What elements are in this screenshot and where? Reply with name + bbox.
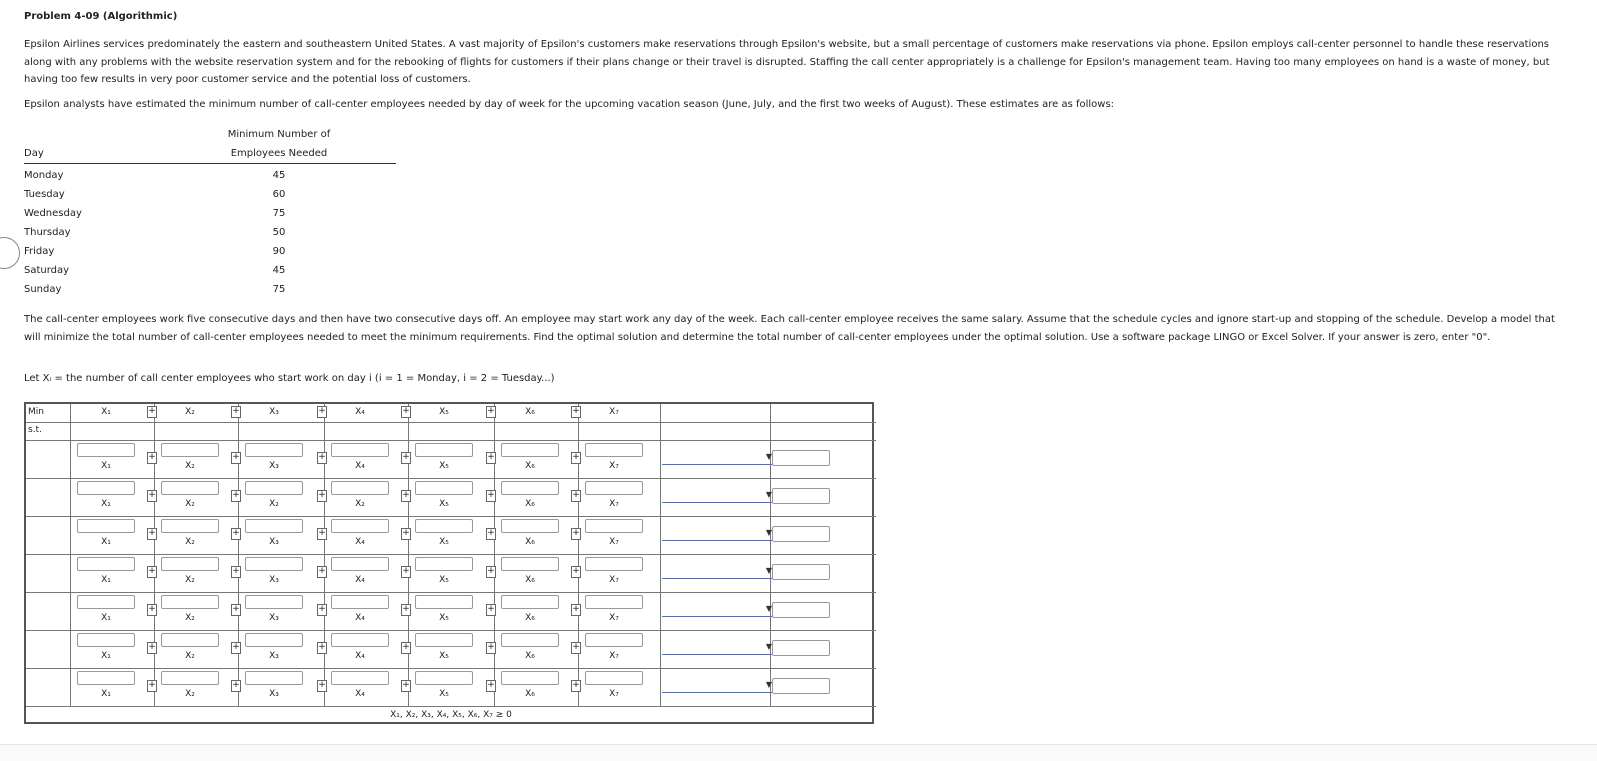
constraint-var: X₁ <box>101 499 111 509</box>
constraint-var: X₁ <box>101 689 111 699</box>
objective-var: X₇ <box>609 407 619 417</box>
constraint-var: X₅ <box>439 575 449 585</box>
coefficient-input[interactable] <box>501 443 559 457</box>
plus-sign: + <box>318 642 326 652</box>
grid-row-divider <box>26 668 876 669</box>
constraint-var: X₂ <box>185 689 195 699</box>
plus-sign: + <box>487 490 495 500</box>
coefficient-input[interactable] <box>77 595 135 609</box>
plus-sign: + <box>232 452 240 462</box>
constraint-var: X₆ <box>525 651 535 661</box>
variable-definition: Let Xᵢ = the number of call center employees who start work on day i (i = 1 = Monday, i = 2 = Tuesday...) <box>24 373 555 384</box>
constraint-var: X₇ <box>609 461 619 471</box>
coefficient-input[interactable] <box>585 443 643 457</box>
chevron-down-icon: ▼ <box>765 680 772 689</box>
constraint-var: X₅ <box>439 499 449 509</box>
coefficient-input[interactable] <box>161 519 219 533</box>
coefficient-input[interactable] <box>245 671 303 685</box>
coefficient-input[interactable] <box>585 557 643 571</box>
constraint-var: X₇ <box>609 537 619 547</box>
req-row <box>24 189 396 208</box>
constraint-var: X₅ <box>439 651 449 661</box>
plus-sign: + <box>402 528 410 538</box>
coefficient-input[interactable] <box>245 595 303 609</box>
inequality-dropdown[interactable] <box>662 488 772 503</box>
req-row <box>24 265 396 284</box>
req-row <box>24 284 396 303</box>
coefficient-input[interactable] <box>501 481 559 495</box>
coefficient-input[interactable] <box>77 633 135 647</box>
grid-col-divider <box>494 404 495 707</box>
grid-row-divider <box>26 478 876 479</box>
constraint-var: X₆ <box>525 461 535 471</box>
grid-col-divider <box>238 404 239 707</box>
coefficient-input[interactable] <box>161 443 219 457</box>
coefficient-input[interactable] <box>331 443 389 457</box>
plus-sign: + <box>402 680 410 690</box>
plus-sign: + <box>318 528 326 538</box>
req-row <box>24 208 396 227</box>
req-header-line2: Employees Needed <box>230 148 328 159</box>
grid-row-divider <box>26 706 876 707</box>
coefficient-input[interactable] <box>415 443 473 457</box>
plus-sign: + <box>487 566 495 576</box>
constraint-var: X₄ <box>355 651 365 661</box>
inequality-dropdown[interactable] <box>662 678 772 693</box>
constraint-var: X₂ <box>355 499 365 509</box>
constraint-var: X₁ <box>101 537 111 547</box>
constraint-var: X₇ <box>609 613 619 623</box>
req-day: Wednesday <box>24 208 82 219</box>
req-day: Friday <box>24 246 55 257</box>
objective-var: X₁ <box>101 407 111 417</box>
coefficient-input[interactable] <box>77 519 135 533</box>
coefficient-input[interactable] <box>585 595 643 609</box>
coefficient-input[interactable] <box>501 633 559 647</box>
plus-sign: + <box>148 642 156 652</box>
estimates-paragraph: Epsilon analysts have estimated the minimum number of call-center employees needed by day of week for the upcoming vacation season (June, July, and the first two weeks of August). These estimates are as follows: <box>24 99 1115 110</box>
grid-row-divider <box>26 422 876 423</box>
req-value: 75 <box>272 284 286 295</box>
constraint-var: X₂ <box>185 461 195 471</box>
coefficient-input[interactable] <box>415 633 473 647</box>
plus-sign: + <box>318 566 326 576</box>
coefficient-input[interactable] <box>501 557 559 571</box>
req-value: 90 <box>272 246 286 257</box>
coefficient-input[interactable] <box>161 481 219 495</box>
constraint-var: X₁ <box>101 575 111 585</box>
req-day: Monday <box>24 170 64 181</box>
plus-sign: + <box>402 490 410 500</box>
coefficient-input[interactable] <box>161 671 219 685</box>
inequality-dropdown[interactable] <box>662 526 772 541</box>
coefficient-input[interactable] <box>415 671 473 685</box>
grid-row-divider <box>26 554 876 555</box>
rhs-input[interactable] <box>772 526 830 542</box>
coefficient-input[interactable] <box>245 557 303 571</box>
constraint-var: X₃ <box>269 575 279 585</box>
plus-sign: + <box>148 680 156 690</box>
plus-sign: + <box>232 406 240 416</box>
constraint-var: X₁ <box>101 613 111 623</box>
plus-sign: + <box>572 490 580 500</box>
coefficient-input[interactable] <box>331 671 389 685</box>
constraint-var: X₂ <box>185 651 195 661</box>
constraint-var: X₃ <box>269 689 279 699</box>
constraint-var: X₄ <box>355 613 365 623</box>
coefficient-input[interactable] <box>585 671 643 685</box>
plus-sign: + <box>148 452 156 462</box>
constraint-var: X₃ <box>269 613 279 623</box>
constraint-var: X₇ <box>609 689 619 699</box>
req-value: 75 <box>272 208 286 219</box>
plus-sign: + <box>318 680 326 690</box>
req-row <box>24 227 396 246</box>
constraint-var: X₂ <box>185 499 195 509</box>
plus-sign: + <box>402 642 410 652</box>
coefficient-input[interactable] <box>245 633 303 647</box>
plus-sign: + <box>232 604 240 614</box>
chevron-down-icon: ▼ <box>765 528 772 537</box>
req-header-day: Day <box>24 148 44 159</box>
coefficient-input[interactable] <box>331 595 389 609</box>
coefficient-input[interactable] <box>501 595 559 609</box>
req-day: Sunday <box>24 284 62 295</box>
req-day: Thursday <box>24 227 71 238</box>
req-value: 45 <box>272 170 286 181</box>
plus-sign: + <box>318 490 326 500</box>
req-day: Saturday <box>24 265 70 276</box>
constraint-var: X₄ <box>355 575 365 585</box>
plus-sign: + <box>148 604 156 614</box>
req-value: 60 <box>272 189 286 200</box>
constraint-var: X₁ <box>101 651 111 661</box>
grid-col-divider <box>408 404 409 707</box>
constraint-var: X₅ <box>439 613 449 623</box>
rhs-input[interactable] <box>772 488 830 504</box>
inequality-dropdown[interactable] <box>662 640 772 655</box>
plus-sign: + <box>148 566 156 576</box>
req-row <box>24 246 396 265</box>
constraint-var: X₄ <box>355 537 365 547</box>
constraint-var: X₅ <box>439 537 449 547</box>
req-header-rule <box>24 163 396 164</box>
plus-sign: + <box>572 528 580 538</box>
constraint-var: X₂ <box>185 537 195 547</box>
plus-sign: + <box>232 680 240 690</box>
constraint-var: X₃ <box>269 651 279 661</box>
constraint-var: X₆ <box>525 499 535 509</box>
objective-var: X₅ <box>439 407 449 417</box>
constraint-var: X₆ <box>525 537 535 547</box>
grid-col-divider <box>578 404 579 707</box>
coefficient-input[interactable] <box>331 519 389 533</box>
req-value: 50 <box>272 227 286 238</box>
problem-title: Problem 4-09 (Algorithmic) <box>24 11 178 22</box>
coefficient-input[interactable] <box>161 633 219 647</box>
plus-sign: + <box>487 680 495 690</box>
coefficient-input[interactable] <box>415 481 473 495</box>
rhs-input[interactable] <box>772 602 830 618</box>
plus-sign: + <box>487 642 495 652</box>
constraint-var: X₅ <box>439 461 449 471</box>
objective-var: X₆ <box>525 407 535 417</box>
objective-var: X₄ <box>355 407 365 417</box>
req-day: Tuesday <box>24 189 65 200</box>
coefficient-input[interactable] <box>331 481 389 495</box>
min-label: Min <box>28 407 44 417</box>
plus-sign: + <box>572 452 580 462</box>
grid-row-divider <box>26 440 876 441</box>
constraint-var: X₂ <box>269 499 279 509</box>
constraint-var: X₃ <box>269 461 279 471</box>
coefficient-input[interactable] <box>585 633 643 647</box>
inequality-dropdown[interactable] <box>662 564 772 579</box>
coefficient-input[interactable] <box>245 443 303 457</box>
coefficient-input[interactable] <box>77 557 135 571</box>
plus-sign: + <box>318 604 326 614</box>
page-footer-strip <box>0 744 1597 761</box>
plus-sign: + <box>402 452 410 462</box>
grid-col-divider <box>154 404 155 707</box>
coefficient-input[interactable] <box>415 519 473 533</box>
plus-sign: + <box>487 406 495 416</box>
plus-sign: + <box>572 566 580 576</box>
nonnegativity-constraint: X₁, X₂, X₃, X₄, X₅, X₆, X₇ ≥ 0 <box>390 710 512 720</box>
st-label: s.t. <box>28 425 42 435</box>
req-row <box>24 170 396 189</box>
coefficient-input[interactable] <box>331 557 389 571</box>
constraint-var: X₂ <box>185 575 195 585</box>
constraint-var: X₃ <box>269 537 279 547</box>
plus-sign: + <box>572 604 580 614</box>
grid-col-divider <box>70 404 71 707</box>
coefficient-input[interactable] <box>77 443 135 457</box>
constraint-var: X₄ <box>355 689 365 699</box>
constraint-var: X₆ <box>525 689 535 699</box>
plus-sign: + <box>402 604 410 614</box>
plus-sign: + <box>232 566 240 576</box>
rhs-input[interactable] <box>772 678 830 694</box>
grid-col-divider <box>324 404 325 707</box>
plus-sign: + <box>572 680 580 690</box>
rhs-input[interactable] <box>772 640 830 656</box>
grid-row-divider <box>26 630 876 631</box>
coefficient-input[interactable] <box>245 481 303 495</box>
constraint-var: X₆ <box>525 613 535 623</box>
coefficient-input[interactable] <box>415 595 473 609</box>
plus-sign: + <box>487 604 495 614</box>
plus-sign: + <box>487 528 495 538</box>
coefficient-input[interactable] <box>77 671 135 685</box>
constraint-var: X₇ <box>609 575 619 585</box>
rhs-input[interactable] <box>772 564 830 580</box>
constraint-var: X₁ <box>101 461 111 471</box>
constraint-var: X₅ <box>439 689 449 699</box>
plus-sign: + <box>318 452 326 462</box>
req-value: 45 <box>272 265 286 276</box>
chevron-down-icon: ▼ <box>765 566 772 575</box>
chevron-down-icon: ▼ <box>765 642 772 651</box>
coefficient-input[interactable] <box>501 671 559 685</box>
plus-sign: + <box>232 642 240 652</box>
constraint-var: X₇ <box>609 499 619 509</box>
rhs-input[interactable] <box>772 450 830 466</box>
lp-model-grid <box>24 402 874 724</box>
coefficient-input[interactable] <box>585 519 643 533</box>
constraint-var: X₇ <box>609 651 619 661</box>
constraint-var: X₄ <box>355 461 365 471</box>
plus-sign: + <box>572 642 580 652</box>
instructions-paragraph: The call-center employees work five consecutive days and then have two consecutive days off. An employee may start work any day of the week. Each call-center employee receives the same salary. Assume that the schedule cycles and ignore start-up and stopping of the schedule. Develop a model that will minimize the total number of call-center employees needed to meet the minimum requirements. Find the optimal solution and determine the total number of call-center employees under the optimal solution. Use a software package LINGO or Excel Solver. If your answer is zero, enter "0". <box>24 314 1555 343</box>
grid-row-divider <box>26 516 876 517</box>
plus-sign: + <box>402 406 410 416</box>
plus-sign: + <box>148 528 156 538</box>
coefficient-input[interactable] <box>415 557 473 571</box>
coefficient-input[interactable] <box>161 595 219 609</box>
intro-paragraph: Epsilon Airlines services predominately the eastern and southeastern United States. A vast majority of Epsilon's customers make reservations through Epsilon's website, but a small percentage of customers make reservations via phone. Epsilon employs call-center personnel to handle these reservations along with any problems with the website reservation system and for the rebooking of flights for customers if their plans change or their travel is disrupted. Staffing the call center appropriately is a challenge for Epsilon's management team. Having too many employees on hand is a waste of money, but having too few results in very poor customer service and the potential loss of customers. <box>24 39 1550 85</box>
inequality-dropdown[interactable] <box>662 450 772 465</box>
req-header-line1: Minimum Number of <box>227 129 331 140</box>
coefficient-input[interactable] <box>161 557 219 571</box>
grid-col-divider <box>660 404 661 707</box>
plus-sign: + <box>572 406 580 416</box>
chevron-down-icon: ▼ <box>765 604 772 613</box>
plus-sign: + <box>402 566 410 576</box>
chevron-down-icon: ▼ <box>765 452 772 461</box>
plus-sign: + <box>148 406 156 416</box>
constraint-var: X₂ <box>185 613 195 623</box>
plus-sign: + <box>232 490 240 500</box>
coefficient-input[interactable] <box>245 519 303 533</box>
grid-row-divider <box>26 592 876 593</box>
constraint-var: X₆ <box>525 575 535 585</box>
plus-sign: + <box>232 528 240 538</box>
objective-var: X₂ <box>185 407 195 417</box>
coefficient-input[interactable] <box>331 633 389 647</box>
coefficient-input[interactable] <box>77 481 135 495</box>
plus-sign: + <box>487 452 495 462</box>
coefficient-input[interactable] <box>585 481 643 495</box>
coefficient-input[interactable] <box>501 519 559 533</box>
side-collapse-handle[interactable] <box>0 237 20 269</box>
plus-sign: + <box>148 490 156 500</box>
chevron-down-icon: ▼ <box>765 490 772 499</box>
objective-var: X₃ <box>269 407 279 417</box>
inequality-dropdown[interactable] <box>662 602 772 617</box>
plus-sign: + <box>318 406 326 416</box>
